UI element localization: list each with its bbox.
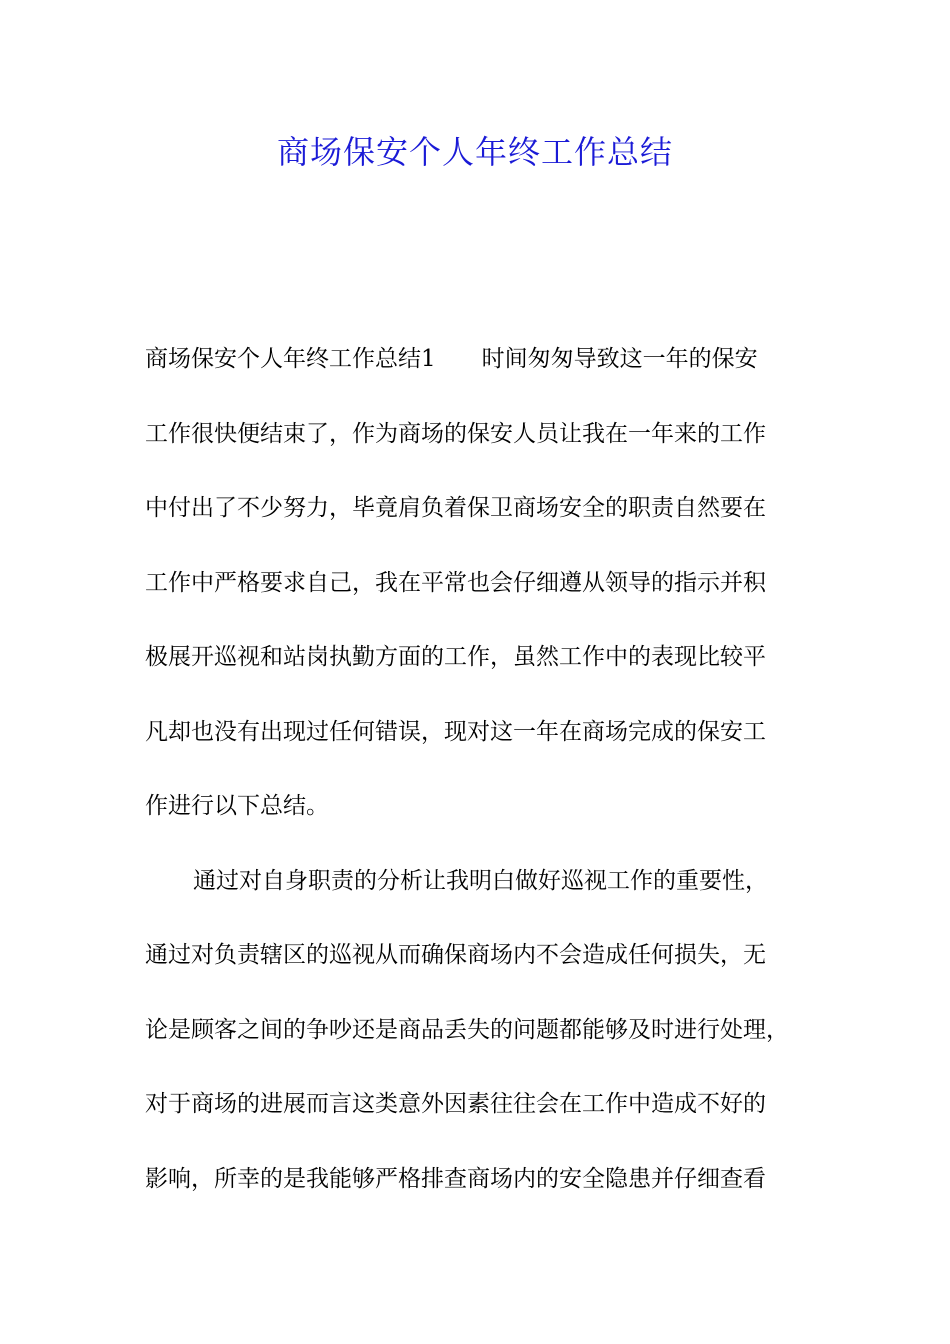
paragraph-line: 凡却也没有出现过任何错误，现对这一年在商场完成的保安工 xyxy=(145,719,766,745)
paragraph-line: 商场保安个人年终工作总结1 时间匆匆导致这一年的保安 xyxy=(145,346,758,372)
paragraph-line: 影响，所幸的是我能够严格排查商场内的安全隐患并仔细查看 xyxy=(145,1166,766,1192)
paragraph-line: 作进行以下总结。 xyxy=(145,793,329,819)
paragraph-line: 对于商场的进展而言这类意外因素往往会在工作中造成不好的 xyxy=(145,1091,766,1117)
paragraph-line: 通过对负责辖区的巡视从而确保商场内不会造成任何损失，无 xyxy=(145,942,766,968)
document-title: 商场保安个人年终工作总结 xyxy=(276,133,673,171)
paragraph-line: 工作很快便结束了，作为商场的保安人员让我在一年来的工作 xyxy=(145,421,766,447)
paragraph-line: 中付出了不少努力，毕竟肩负着保卫商场安全的职责自然要在 xyxy=(145,495,766,521)
paragraph-line: 通过对自身职责的分析让我明白做好巡视工作的重要性， xyxy=(193,868,768,894)
paragraph-line: 工作中严格要求自己，我在平常也会仔细遵从领导的指示并积 xyxy=(145,570,766,596)
paragraph-line: 论是顾客之间的争吵还是商品丢失的问题都能够及时进行处理， xyxy=(145,1017,789,1043)
paragraph-line: 极展开巡视和站岗执勤方面的工作，虽然工作中的表现比较平 xyxy=(145,644,766,670)
